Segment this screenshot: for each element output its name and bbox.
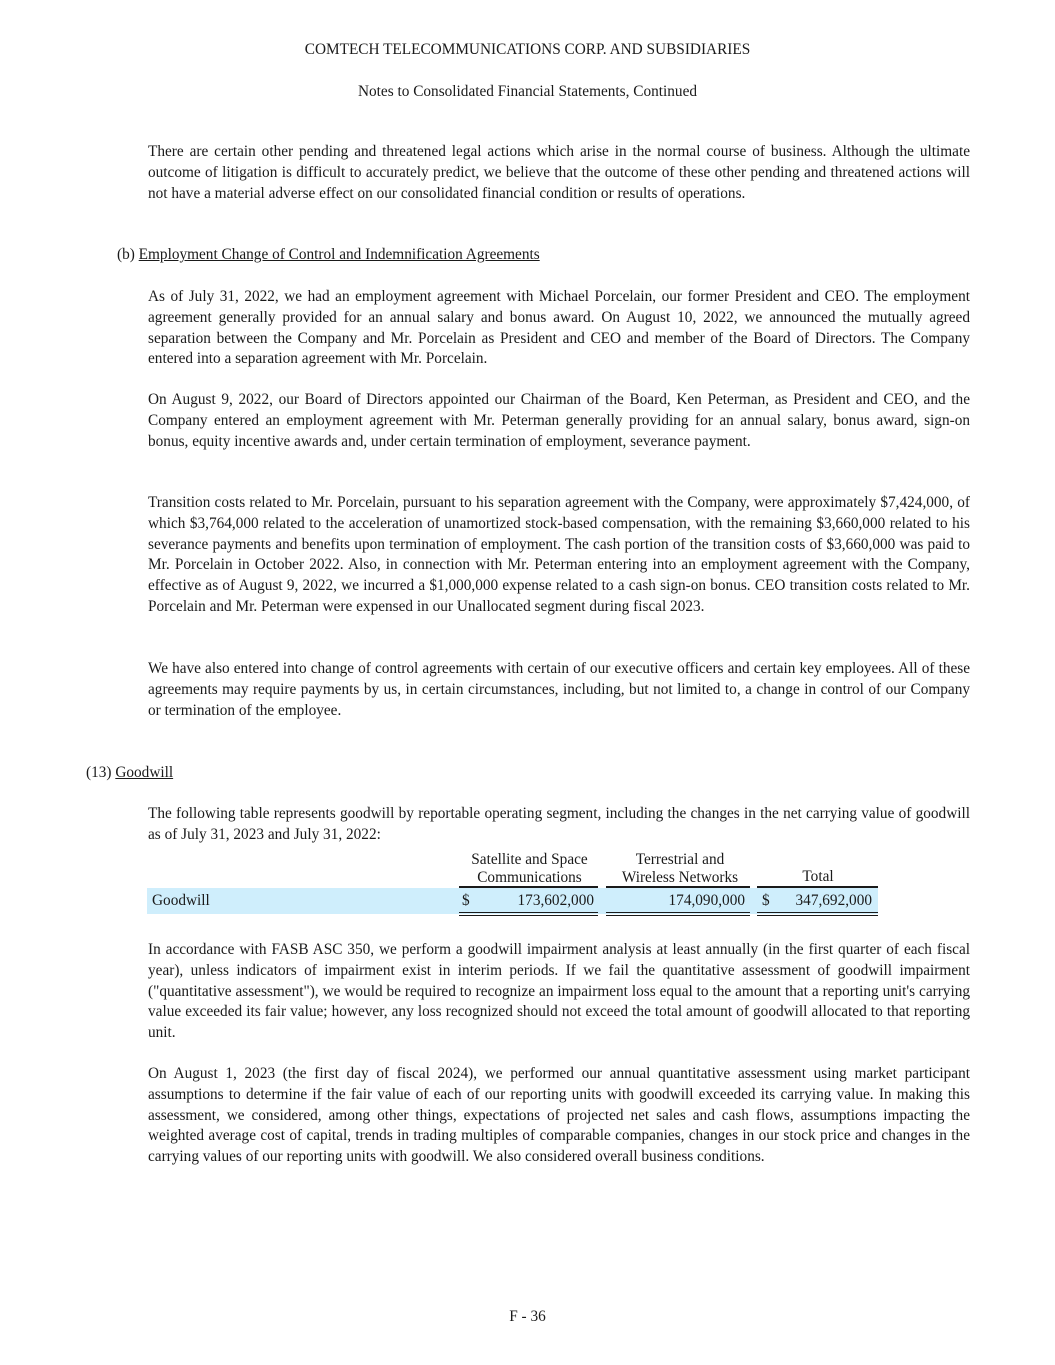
peterman-agreement-paragraph: On August 9, 2022, our Board of Directors appointed our Chairman of the Board, Ken Peterman, as President and CEO, and the Company entered an employment agreement with Mr. Peterman generally providing for an annual salary, bonus award, sign-on bonus, equity incentive awards and, under certain termination of employment, severance payment. — [148, 391, 970, 450]
impairment-analysis-paragraph: In accordance with FASB ASC 350, we perform a goodwill impairment analysis at least annually (in the first quarter of each fiscal year), unless indicators of impairment exist in interim periods. If we fail the quantitative assessment of goodwill impairment ("quantitative assessment"), we would be required to recognize an impairment loss equal to the amount that a reporting unit's carrying value exceeded its fair value; however, any loss recognized should not exceed the total amount of goodwill allocated to that reporting unit. — [148, 941, 970, 1042]
value-terrestrial: 174,090,000 — [668, 892, 745, 909]
change-of-control-paragraph: We have also entered into change of control agreements with certain of our executive officers and certain key employees. All of these agreements may require payments by us, in certain circumstances, including, but not limited to, a change in control of our Company or termination of the employee. — [148, 660, 970, 719]
currency-symbol-satellite: $ — [462, 892, 470, 909]
section-b-title: Employment Change of Control and Indemnification Agreements — [138, 246, 540, 263]
note-13-title: Goodwill — [115, 764, 174, 781]
col-header-terrestrial: Terrestrial and Wireless Networks — [621, 851, 739, 886]
col-header-total: Total — [802, 868, 834, 885]
page-number: F - 36 — [509, 1308, 546, 1325]
total-rule-satellite-2 — [459, 915, 598, 916]
annual-assessment-paragraph: On August 1, 2023 (the first day of fiscal 2024), we performed our annual quantitative assessment using market participant assumptions to determine if the fair value of each of our reporting units with goodwill exceeded its carrying value. In making this assessment, we considered, among other things, expectations of projected net sales and cash flows, assumptions impacting the weighted average cost of capital, trends in trading multiples of comparable companies, changes in our stock price and changes in the carrying values of our reporting units with goodwill. We also considered overall business conditions. — [148, 1065, 970, 1166]
section-b-heading — [117, 245, 540, 266]
goodwill-table-intro: The following table represents goodwill by reportable operating segment, including the changes in the net carrying value of goodwill as of July 31, 2023 and July 31, 2022: — [148, 805, 970, 843]
col-header-satellite: Satellite and Space Communications — [471, 851, 588, 886]
row-label-goodwill: Goodwill — [152, 892, 210, 909]
section-b-prefix: (b) — [117, 246, 135, 263]
transition-costs-paragraph: Transition costs related to Mr. Porcelain, pursuant to his separation agreement with the Company, were approximately $7,424,000, of which $3,764,000 related to the acceleration of unamortized stock-based compensation, with the remaining $3,660,000 related to his severance payments and benefits upon termination of employment. The cash portion of the transition costs of $3,660,000 was paid to Mr. Porcelain in October 2022. Also, in connection with Mr. Peterman entering into an employment agreement with the Company, effective as of August 9, 2022, we incurred a $1,000,000 expense related to a cash sign-on bonus. CEO transition costs related to Mr. Porcelain and Mr. Peterman were expensed in our Unallocated segment during fiscal 2023. — [148, 494, 970, 615]
porcelain-agreement-paragraph: As of July 31, 2022, we had an employment agreement with Michael Porcelain, our former President and CEO. The employment agreement generally provided for an annual salary and bonus award. On August 10, 2022, we announced the mutually agreed separation between the Company and Mr. Porcelain as President and CEO and member of the Board of Directors. The Company entered into a separation agreement with Mr. Porcelain. — [148, 288, 970, 368]
note-13-prefix: (13) — [86, 764, 112, 781]
note-13-heading — [86, 763, 173, 784]
currency-symbol-total: $ — [762, 892, 770, 909]
total-rule-total-2 — [757, 915, 878, 916]
legal-actions-paragraph: There are certain other pending and threatened legal actions which arise in the normal course of business. Although the ultimate outcome of litigation is difficult to accurately predict, we believe that the outcome of these other pending and threatened actions will not have a material adverse effect on our consolidated financial condition or results of operations. — [148, 143, 970, 202]
value-total: 347,692,000 — [795, 892, 872, 909]
value-satellite: 173,602,000 — [517, 892, 594, 909]
total-rule-satellite-1 — [459, 912, 598, 913]
total-rule-total-1 — [757, 912, 878, 913]
notes-subtitle: Notes to Consolidated Financial Statements, Continued — [357, 83, 698, 100]
total-rule-terrestrial-2 — [606, 915, 750, 916]
total-rule-terrestrial-1 — [606, 912, 750, 913]
company-header: COMTECH TELECOMMUNICATIONS CORP. AND SUBSIDIARIES — [304, 41, 751, 58]
